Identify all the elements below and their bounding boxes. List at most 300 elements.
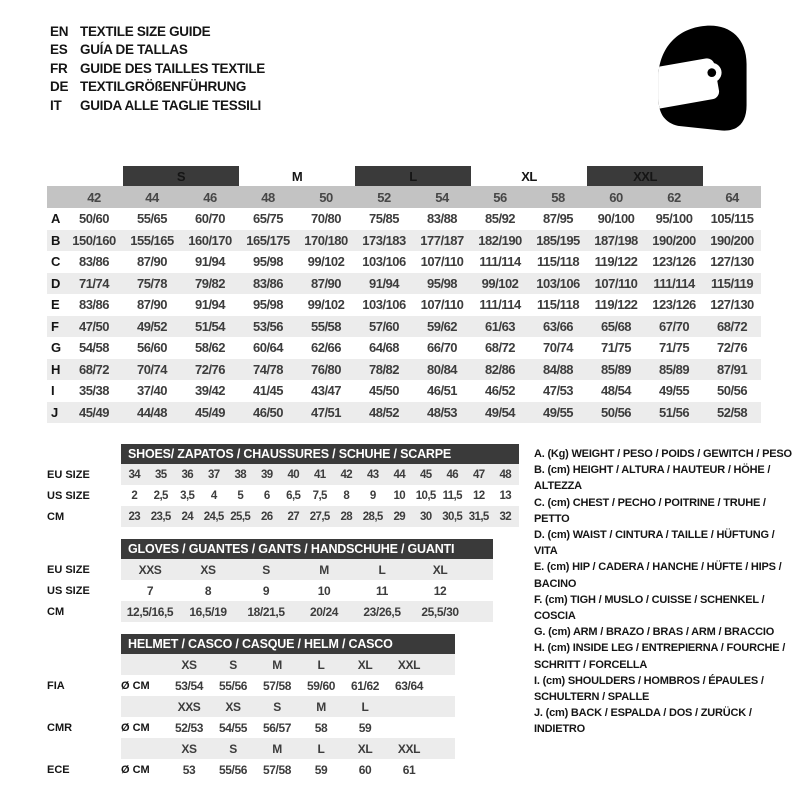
textile-value: 91/94 bbox=[194, 254, 226, 270]
textile-value: 48/52 bbox=[355, 402, 413, 424]
gloves-value: 8 bbox=[204, 583, 212, 598]
helmet-row bbox=[47, 717, 455, 738]
textile-value: 45/50 bbox=[368, 383, 400, 399]
shoes-value: 45 bbox=[413, 464, 440, 485]
helmet-value: 61 bbox=[402, 762, 416, 777]
gloves-value: 20/24 bbox=[295, 601, 353, 622]
shoes-value: 10 bbox=[393, 489, 406, 502]
size-number: 54 bbox=[413, 186, 471, 208]
shoes-value: 40 bbox=[280, 464, 307, 485]
gloves-filler bbox=[469, 580, 493, 601]
shoes-value: 43 bbox=[360, 464, 387, 485]
helmet-value: S bbox=[255, 696, 299, 717]
helmet-value: 53 bbox=[182, 762, 196, 777]
textile-value: 111/114 bbox=[479, 254, 521, 270]
shoes-value: 34 bbox=[121, 464, 148, 485]
textile-value: 83/86 bbox=[78, 254, 110, 270]
size-number: 52 bbox=[355, 186, 413, 208]
legend-item-b: B. (cm) HEIGHT / ALTURA / HAUTEUR / HÖHE / ALTEZZA bbox=[534, 464, 771, 493]
helmet-title: HELMET / CASCO / CASQUE / HELM / CASCO bbox=[121, 634, 455, 654]
helmet-value: L bbox=[343, 696, 387, 717]
shoes-title: SHOES/ ZAPATOS / CHAUSSURES / SCHUHE / SCARPE bbox=[121, 444, 519, 464]
shoes-value: 8 bbox=[343, 489, 350, 502]
textile-value: 83/86 bbox=[239, 273, 297, 295]
textile-value: 46/52 bbox=[485, 383, 516, 399]
shoes-table bbox=[47, 443, 519, 527]
textile-value: 85/89 bbox=[587, 359, 645, 381]
gloves-row-label: EU SIZE bbox=[47, 563, 90, 576]
helmet-value: 57/58 bbox=[262, 678, 292, 693]
legend-item-j: J. (cm) BACK / ESPALDA / DOS / ZURÜCK / INDIETRO bbox=[534, 707, 752, 736]
textile-value: 85/92 bbox=[485, 211, 516, 227]
textile-value: 50/56 bbox=[717, 383, 748, 399]
textile-value: 127/130 bbox=[710, 254, 754, 270]
legend-item-h: H. (cm) INSIDE LEG / ENTREPIERNA / FOURCHE / SCHRITT / FORCELLA bbox=[534, 642, 786, 671]
textile-row-i bbox=[47, 380, 761, 402]
textile-row-d bbox=[47, 273, 761, 295]
textile-value: 190/200 bbox=[703, 230, 761, 252]
size-group-spacer bbox=[703, 166, 761, 186]
textile-value: 79/82 bbox=[181, 273, 239, 295]
helmet-filler bbox=[431, 696, 455, 717]
helmet-value: 61/62 bbox=[350, 678, 380, 693]
helmet-value: M bbox=[255, 654, 299, 675]
textile-value: 182/190 bbox=[471, 230, 529, 252]
textile-value: 49/55 bbox=[529, 402, 587, 424]
helmet-row bbox=[47, 738, 455, 759]
textile-value: 58/62 bbox=[194, 340, 226, 356]
shoes-value: 28 bbox=[333, 506, 360, 527]
shoes-value: 36 bbox=[174, 464, 201, 485]
gloves-filler bbox=[469, 559, 493, 580]
textile-value: 107/110 bbox=[420, 254, 464, 270]
textile-value: 47/51 bbox=[297, 402, 355, 424]
shoes-value: 32 bbox=[492, 506, 519, 527]
shoes-value: 9 bbox=[369, 489, 376, 502]
legend-item-a: A. (Kg) WEIGHT / PESO / POIDS / GEWITCH / PESO bbox=[534, 448, 792, 460]
textile-value: 50/56 bbox=[587, 402, 645, 424]
gloves-row-label: CM bbox=[47, 605, 65, 618]
helmet-filler bbox=[431, 759, 455, 780]
textile-value: 43/47 bbox=[310, 383, 342, 399]
helmet-value bbox=[387, 717, 431, 738]
gloves-value: 10 bbox=[317, 583, 331, 598]
textile-value: 47/53 bbox=[543, 383, 574, 399]
helmet-table bbox=[47, 633, 455, 780]
legend-item-d: D. (cm) WAIST / CINTURA / TAILLE / HÜFTUNG / VITA bbox=[534, 529, 775, 558]
size-number: 50 bbox=[297, 186, 355, 208]
shoes-value: 47 bbox=[466, 464, 493, 485]
size-numbers-row bbox=[47, 186, 761, 208]
textile-value: 83/88 bbox=[427, 211, 458, 227]
shoes-value: 31,5 bbox=[466, 506, 493, 527]
textile-value: 74/78 bbox=[239, 359, 297, 381]
helmet-value: M bbox=[255, 738, 299, 759]
row-letter: J bbox=[47, 402, 65, 424]
helmet-value: 59 bbox=[358, 720, 372, 735]
textile-value: 49/54 bbox=[471, 402, 529, 424]
textile-value: 52/58 bbox=[703, 402, 761, 424]
size-group-l: L bbox=[355, 166, 471, 186]
helmet-filler bbox=[431, 654, 455, 675]
language-code: IT bbox=[50, 97, 62, 113]
helmet-value: S bbox=[211, 738, 255, 759]
textile-value: 190/200 bbox=[645, 230, 703, 252]
textile-value: 50/60 bbox=[78, 211, 110, 227]
helmet-value: 59/60 bbox=[306, 678, 336, 693]
gloves-body bbox=[47, 559, 493, 622]
shoes-value: 4 bbox=[210, 489, 217, 502]
language-row bbox=[50, 78, 265, 97]
size-number: 62 bbox=[645, 186, 703, 208]
shoes-value: 37 bbox=[201, 464, 228, 485]
textile-value: 75/78 bbox=[123, 273, 181, 295]
textile-value: 37/40 bbox=[136, 383, 168, 399]
row-letter: G bbox=[51, 340, 62, 356]
size-groups-row bbox=[47, 166, 761, 186]
textile-row-a bbox=[47, 208, 761, 230]
size-number: 56 bbox=[471, 186, 529, 208]
helmet-row-label bbox=[47, 654, 121, 675]
racing-helmet-icon bbox=[652, 22, 752, 132]
shoes-value: 44 bbox=[386, 464, 413, 485]
shoes-value: 27,5 bbox=[307, 506, 334, 527]
helmet-value: XXL bbox=[387, 654, 431, 675]
row-letter: H bbox=[47, 359, 65, 381]
helmet-value: XS bbox=[167, 654, 211, 675]
legend-item-c: C. (cm) CHEST / PECHO / POITRINE / TRUHE / PETTO bbox=[534, 496, 766, 525]
shoes-value: 29 bbox=[386, 506, 413, 527]
language-row bbox=[50, 96, 265, 115]
textile-value: 44/48 bbox=[123, 402, 181, 424]
textile-value: 87/95 bbox=[543, 211, 574, 227]
textile-value: 107/110 bbox=[587, 273, 645, 295]
shoes-value: 25,5 bbox=[227, 506, 254, 527]
helmet-prefix bbox=[121, 654, 167, 675]
textile-value: 71/75 bbox=[601, 340, 632, 356]
shoes-value: 35 bbox=[148, 464, 175, 485]
row-letter: A bbox=[51, 211, 61, 227]
shoes-row-label: US SIZE bbox=[47, 489, 90, 502]
textile-value: 123/126 bbox=[652, 254, 696, 270]
gloves-title-row bbox=[47, 538, 493, 559]
textile-value: 95/100 bbox=[655, 211, 693, 227]
textile-value: 48/54 bbox=[601, 383, 632, 399]
gloves-value: XL bbox=[411, 559, 469, 580]
language-row bbox=[50, 22, 265, 41]
helmet-prefix bbox=[121, 696, 167, 717]
shoes-row bbox=[47, 464, 519, 485]
helmet-value: M bbox=[299, 696, 343, 717]
language-label: GUIDE DES TAILLES TEXTILE bbox=[80, 60, 266, 76]
textile-value: 67/70 bbox=[645, 316, 703, 338]
textile-value: 170/180 bbox=[297, 230, 355, 252]
textile-value: 39/42 bbox=[194, 383, 226, 399]
textile-value: 84/88 bbox=[529, 359, 587, 381]
shoes-value: 10,5 bbox=[415, 489, 436, 502]
textile-value: 111/114 bbox=[645, 273, 703, 295]
textile-value: 51/56 bbox=[645, 402, 703, 424]
size-number: 58 bbox=[529, 186, 587, 208]
textile-value: 62/66 bbox=[310, 340, 342, 356]
language-code: DE bbox=[50, 79, 69, 95]
size-group-xxl: XXL bbox=[587, 166, 703, 186]
textile-value: 87/90 bbox=[136, 297, 168, 313]
shoes-value: 3,5 bbox=[180, 489, 195, 502]
helmet-row bbox=[47, 696, 455, 717]
helmet-value: 57/58 bbox=[262, 762, 292, 777]
textile-value: 48/53 bbox=[413, 402, 471, 424]
textile-value: 70/80 bbox=[310, 211, 342, 227]
helmet-value: 53/54 bbox=[174, 678, 204, 693]
textile-value: 68/72 bbox=[65, 359, 123, 381]
gloves-row bbox=[47, 601, 493, 622]
gloves-value: L bbox=[353, 559, 411, 580]
shoes-value: 23 bbox=[121, 506, 148, 527]
row-letter: B bbox=[47, 230, 65, 252]
measurement-legend bbox=[534, 446, 796, 738]
gloves-value: XXS bbox=[121, 559, 179, 580]
textile-value: 119/122 bbox=[594, 297, 638, 313]
legend-item-e: E. (cm) HIP / CADERA / HANCHE / HÜFTE / HIPS / BACINO bbox=[534, 561, 782, 590]
textile-value: 71/74 bbox=[65, 273, 123, 295]
language-list bbox=[50, 22, 265, 115]
gloves-value: 12 bbox=[433, 583, 447, 598]
textile-value: 60/70 bbox=[194, 211, 226, 227]
helmet-value: 52/53 bbox=[174, 720, 204, 735]
shoes-value: 41 bbox=[307, 464, 334, 485]
textile-value: 60/64 bbox=[252, 340, 284, 356]
shoes-body bbox=[47, 464, 519, 527]
textile-row-j bbox=[47, 402, 761, 424]
textile-size-table bbox=[47, 166, 761, 423]
textile-row-c bbox=[47, 251, 761, 273]
textile-value: 71/75 bbox=[659, 340, 690, 356]
gloves-value: 9 bbox=[262, 583, 270, 598]
gloves-row bbox=[47, 580, 493, 601]
gloves-value: 12,5/16,5 bbox=[121, 601, 179, 622]
textile-value: 91/94 bbox=[355, 273, 413, 295]
language-label: GUIDA ALLE TAGLIE TESSILI bbox=[80, 97, 261, 113]
size-group-xl: XL bbox=[521, 168, 537, 184]
shoes-value: 24 bbox=[174, 506, 201, 527]
row-letter: D bbox=[47, 273, 65, 295]
textile-value: 80/84 bbox=[413, 359, 471, 381]
shoes-row-label: EU SIZE bbox=[47, 468, 90, 481]
shoes-value: 24,5 bbox=[201, 506, 228, 527]
size-number: 64 bbox=[703, 186, 761, 208]
helmet-value: 58 bbox=[314, 720, 328, 735]
shoes-value: 2,5 bbox=[153, 489, 168, 502]
textile-value: 54/58 bbox=[78, 340, 110, 356]
textile-value: 70/74 bbox=[543, 340, 574, 356]
gloves-value: S bbox=[237, 559, 295, 580]
textile-value: 95/98 bbox=[252, 297, 284, 313]
textile-value: 99/102 bbox=[307, 297, 345, 313]
helmet-value: XXL bbox=[387, 738, 431, 759]
helmet-value: 54/55 bbox=[218, 720, 248, 735]
textile-value: 115/119 bbox=[703, 273, 761, 295]
textile-head bbox=[47, 166, 761, 208]
textile-value: 185/195 bbox=[529, 230, 587, 252]
textile-value: 61/63 bbox=[471, 316, 529, 338]
textile-value: 46/50 bbox=[239, 402, 297, 424]
gloves-value: 7 bbox=[146, 583, 154, 598]
helmet-value: XS bbox=[167, 738, 211, 759]
helmet-row-label bbox=[47, 738, 121, 759]
textile-row-b bbox=[47, 230, 761, 252]
helmet-value: S bbox=[211, 654, 255, 675]
gloves-value: 18/21,5 bbox=[237, 601, 295, 622]
shoes-value: 26 bbox=[254, 506, 281, 527]
textile-value: 68/72 bbox=[703, 316, 761, 338]
textile-value: 173/183 bbox=[355, 230, 413, 252]
textile-value: 95/98 bbox=[252, 254, 284, 270]
language-label: TEXTILGRÖßENFÜHRUNG bbox=[80, 79, 247, 95]
size-number: 60 bbox=[587, 186, 645, 208]
textile-value: 119/122 bbox=[594, 254, 638, 270]
textile-value: 63/66 bbox=[529, 316, 587, 338]
helmet-value: L bbox=[299, 738, 343, 759]
shoes-row bbox=[47, 485, 519, 506]
textile-value: 55/65 bbox=[136, 211, 168, 227]
textile-value: 177/187 bbox=[413, 230, 471, 252]
textile-value: 46/51 bbox=[427, 383, 458, 399]
textile-value: 70/74 bbox=[123, 359, 181, 381]
helmet-row-label: CMR bbox=[47, 721, 73, 734]
size-group-m: M bbox=[291, 168, 303, 184]
shoes-title-row bbox=[47, 443, 519, 464]
helmet-value: XXS bbox=[167, 696, 211, 717]
textile-value: 49/55 bbox=[659, 383, 690, 399]
row-letter: C bbox=[51, 254, 61, 270]
helmet-row-label bbox=[47, 696, 121, 717]
textile-value: 45/49 bbox=[181, 402, 239, 424]
textile-value: 123/126 bbox=[652, 297, 696, 313]
shoes-row-label: CM bbox=[47, 510, 65, 523]
gloves-value: XS bbox=[179, 559, 237, 580]
language-row bbox=[50, 41, 265, 60]
size-number-spacer bbox=[47, 186, 65, 208]
textile-value: 64/68 bbox=[368, 340, 400, 356]
legend-item-i: I. (cm) SHOULDERS / HOMBROS / ÉPAULES / SCHULTERN / SPALLE bbox=[534, 674, 764, 704]
language-code: ES bbox=[50, 42, 68, 58]
textile-value: 83/86 bbox=[78, 297, 110, 313]
textile-value: 187/198 bbox=[587, 230, 645, 252]
helmet-value: L bbox=[299, 654, 343, 675]
helmet-body bbox=[47, 654, 455, 780]
textile-value: 78/82 bbox=[355, 359, 413, 381]
textile-row-h bbox=[47, 359, 761, 381]
shoes-value: 48 bbox=[492, 464, 519, 485]
gloves-value: M bbox=[295, 559, 353, 580]
textile-value: 57/60 bbox=[355, 316, 413, 338]
gloves-title-cell bbox=[121, 538, 493, 559]
helmet-value: 63/64 bbox=[394, 678, 424, 693]
textile-value: 160/170 bbox=[181, 230, 239, 252]
helmet-prefix bbox=[121, 738, 167, 759]
textile-value: 107/110 bbox=[420, 297, 464, 313]
helmet-row bbox=[47, 654, 455, 675]
helmet-value: XL bbox=[343, 738, 387, 759]
textile-value: 68/72 bbox=[485, 340, 516, 356]
textile-value: 65/68 bbox=[587, 316, 645, 338]
shoes-value: 6 bbox=[263, 489, 270, 502]
size-group-spacer bbox=[47, 166, 123, 186]
gloves-filler bbox=[469, 601, 493, 622]
helmet-title-cell bbox=[121, 633, 455, 654]
helmet-value: XS bbox=[211, 696, 255, 717]
shoes-value: 38 bbox=[227, 464, 254, 485]
helmet-value: 59 bbox=[314, 762, 328, 777]
textile-value: 87/91 bbox=[703, 359, 761, 381]
textile-value: 91/94 bbox=[194, 297, 226, 313]
helmet-prefix: Ø CM bbox=[121, 679, 150, 692]
size-number: 46 bbox=[181, 186, 239, 208]
helmet-row-label: ECE bbox=[47, 763, 70, 776]
helmet-value: 55/56 bbox=[218, 762, 248, 777]
helmet-row bbox=[47, 759, 455, 780]
shoes-value: 46 bbox=[439, 464, 466, 485]
textile-value: 87/90 bbox=[297, 273, 355, 295]
textile-value: 53/56 bbox=[239, 316, 297, 338]
textile-value: 56/60 bbox=[136, 340, 168, 356]
size-group-s: S bbox=[123, 166, 239, 186]
gloves-row bbox=[47, 559, 493, 580]
language-row bbox=[50, 59, 265, 78]
textile-value: 103/106 bbox=[362, 254, 406, 270]
shoes-value: 39 bbox=[254, 464, 281, 485]
textile-value: 85/89 bbox=[645, 359, 703, 381]
shoes-row bbox=[47, 506, 519, 527]
shoes-value: 27 bbox=[280, 506, 307, 527]
helmet-value: 56/57 bbox=[262, 720, 292, 735]
helmet-value: 60 bbox=[358, 762, 372, 777]
textile-row-f bbox=[47, 316, 761, 338]
textile-value: 150/160 bbox=[65, 230, 123, 252]
shoes-value: 30,5 bbox=[439, 506, 466, 527]
gloves-value: 11 bbox=[376, 583, 388, 598]
textile-value: 95/98 bbox=[413, 273, 471, 295]
textile-value: 55/58 bbox=[297, 316, 355, 338]
helmet-filler bbox=[431, 738, 455, 759]
helmet-row-label: FIA bbox=[47, 679, 65, 692]
gloves-value: 23/26,5 bbox=[353, 601, 411, 622]
shoes-value: 42 bbox=[333, 464, 360, 485]
textile-value: 165/175 bbox=[239, 230, 297, 252]
textile-value: 35/38 bbox=[78, 383, 110, 399]
helmet-filler bbox=[431, 675, 455, 696]
helmet-value bbox=[387, 696, 431, 717]
shoes-value: 6,5 bbox=[286, 489, 301, 502]
helmet-value: 55/56 bbox=[218, 678, 248, 693]
textile-value: 65/75 bbox=[252, 211, 284, 227]
textile-value: 47/50 bbox=[65, 316, 123, 338]
textile-value: 127/130 bbox=[710, 297, 754, 313]
gloves-value: 16,5/19 bbox=[179, 601, 237, 622]
textile-row-g bbox=[47, 337, 761, 359]
gloves-row-label: US SIZE bbox=[47, 584, 90, 597]
helmet-value: XL bbox=[343, 654, 387, 675]
textile-value: 41/45 bbox=[252, 383, 284, 399]
shoes-value: 11,5 bbox=[442, 489, 462, 502]
textile-value: 51/54 bbox=[181, 316, 239, 338]
helmet-row bbox=[47, 675, 455, 696]
textile-value: 105/115 bbox=[710, 211, 754, 227]
textile-value: 99/102 bbox=[471, 273, 529, 295]
helmet-filler bbox=[431, 717, 455, 738]
row-letter: I bbox=[51, 383, 55, 399]
